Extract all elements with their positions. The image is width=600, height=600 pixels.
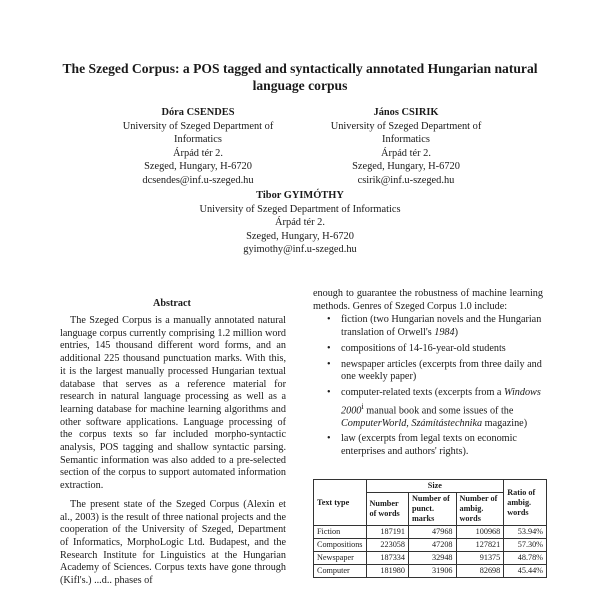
author-block-3 (185, 189, 415, 257)
abstract-heading: Abstract (153, 298, 191, 309)
right-column (313, 288, 543, 462)
header-ratio: Ratio of ambig. words (504, 480, 547, 526)
author-city: Szeged, Hungary, H-6720 (144, 161, 252, 173)
list-item: • computer-related texts (excerpts from a Windows 2000$^i$ manual book and some issues of the ComputerWorld, Számítástechnika magazine) (313, 387, 543, 431)
abstract-paragraph: The Szeged Corpus is a manually annotated natural language corpus currently comprising 1.2 million word entries, 145 thousand different word forms, and an additional 225 thousand punctuation marks. With this, it is the largest manually processed Hungarian textual database that serves as a reference material for research in natural language processing as well as a learning database for machine learning algorithms and other software applications. Language processing of the corpus texts so far included morpho-syntactic analysis, POS tagging and shallow syntactic parsing. Semantic information was also added to a pre-selected section of the corpus to support automated information extraction. (60, 315, 286, 492)
author-name: János CSIRIK (373, 107, 439, 118)
author-block-2 (323, 106, 489, 188)
author-address: Árpád tér 2. (173, 147, 223, 159)
list-item: • fiction (two Hungarian novels and the Hungarian translation of Orwell's 1984) (313, 314, 543, 339)
abstract-paragraph: The present state of the Szeged Corpus (Alexin et al., 2003) is the result of three national projects and the cooperation of the University of Szeged, Department of Informatics, MorphoLogic Ltd. Budapest, and the Research Institute for Linguistics at the Hungarian Academy of Sciences. Corpus texts have gone through (Kifl's.) ...d.. phases of (60, 498, 286, 587)
author-affiliation: University of Szeged Department of Informatics (330, 120, 482, 146)
paper-title: The Szeged Corpus: a POS tagged and syntactically annotated Hungarian natural language corpus (62, 61, 538, 93)
author-address: Árpád tér 2. (381, 147, 431, 159)
header-size: Size (366, 480, 504, 493)
list-item: • compositions of 14-16-year-old students (313, 343, 543, 356)
author-affiliation: University of Szeged Department of Informatics (122, 120, 274, 146)
author-address: Árpád tér 2. (275, 217, 325, 229)
author-city: Szeged, Hungary, H-6720 (352, 161, 460, 173)
author-affiliation: University of Szeged Department of Informatics (199, 203, 401, 215)
author-city: Szeged, Hungary, H-6720 (246, 230, 354, 242)
table-row: Computer 181980 31906 82698 45.44% (314, 565, 547, 578)
abstract-body (60, 315, 286, 588)
header-text-type: Text type (314, 480, 367, 526)
header-punct: Number of punct. marks (408, 493, 456, 526)
genres-intro: enough to guarantee the robustness of machine learning methods. Genres of Szeged Corpus 1.0 include: (313, 288, 543, 312)
table-row: Newspaper 187334 32948 91375 48.78% (314, 552, 547, 565)
author-name: Tibor GYIMÓTHY (256, 190, 344, 201)
header-ambig: Number of ambig. words (456, 493, 504, 526)
author-block-1 (104, 106, 292, 188)
author-email[interactable]: dcsendes@inf.u-szeged.hu (142, 174, 254, 186)
list-item: • newspaper articles (excerpts from three daily and one weekly paper) (313, 359, 543, 384)
author-name: Dóra CSENDES (161, 107, 235, 118)
list-item: • law (excerpts from legal texts on economic enterprises and authors' rights). (313, 433, 543, 458)
author-email[interactable]: csirik@inf.u-szeged.hu (357, 174, 455, 186)
author-email[interactable]: gyimothy@inf.u-szeged.hu (243, 244, 357, 256)
table-row: Fiction 187191 47968 100968 53.94% (314, 526, 547, 539)
table-row: Compositions 223058 47208 127821 57.30% (314, 539, 547, 552)
header-words: Number of words (366, 493, 408, 526)
genre-list (313, 314, 543, 458)
corpus-size-table (313, 479, 547, 578)
